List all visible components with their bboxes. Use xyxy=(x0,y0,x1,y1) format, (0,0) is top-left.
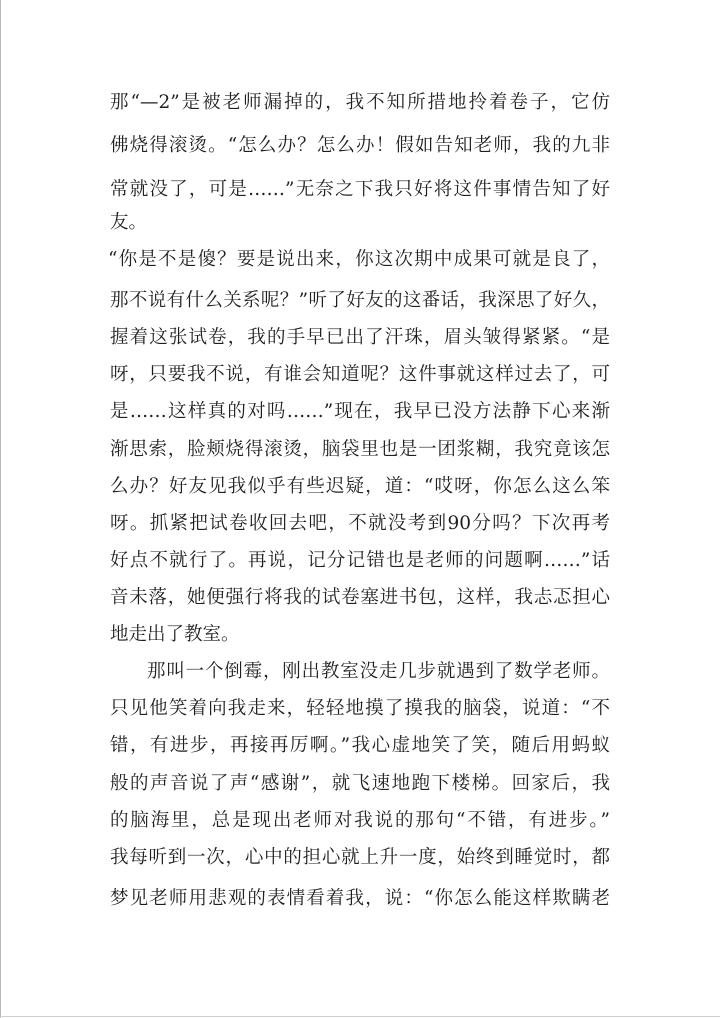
text-line: 那不说有什么关系呢？”听了好友的这番话，我深思了好久， xyxy=(110,290,610,311)
text-line: 我每听到一次，心中的担心就上升一度，始终到睡觉时，都 xyxy=(110,847,610,868)
text-line: 友。 xyxy=(110,212,148,233)
text-line: 梦见老师用悲观的表情看着我，说：“你怎么能这样欺瞒老 xyxy=(110,888,610,909)
text-line: 呀。抓紧把试卷收回去吧，不就没考到90分吗？下次再考 xyxy=(110,513,610,534)
text-line: 的脑海里，总是现出老师对我说的那句“不错，有进步。” xyxy=(110,810,610,831)
text-line: 好点不就行了。再说，记分记错也是老师的问题啊……”话 xyxy=(110,550,610,571)
text-line: 那“—2”是被老师漏掉的，我不知所措地拎着卷子，它仿 xyxy=(110,92,610,113)
text-line: 佛烧得滚烫。“怎么办？怎么办！假如告知老师，我的九非 xyxy=(110,135,610,156)
text-line: 握着这张试卷，我的手早已出了汗珠，眉头皱得紧紧。“是 xyxy=(110,327,610,348)
text-line: 是……这样真的对吗……”现在，我早已没方法静下心来渐 xyxy=(110,401,610,422)
page-bottom-border xyxy=(0,1016,720,1017)
page-left-border xyxy=(0,0,1,1018)
text-line: 常就没了，可是……”无奈之下我只好将这件事情告知了好 xyxy=(110,179,610,200)
text-line: 么办？好友见我似乎有些迟疑，道：“哎呀，你怎么这么笨 xyxy=(110,476,610,497)
text-line: 那叫一个倒霉，刚出教室没走几步就遇到了数学老师。 xyxy=(147,661,610,682)
text-line: 音未落，她便强行将我的试卷塞进书包，这样，我忐忑担心 xyxy=(110,587,610,608)
text-line: 渐思索，脸颊烧得滚烫，脑袋里也是一团浆糊，我究竟该怎 xyxy=(110,439,610,460)
text-line: 只见他笑着向我走来，轻轻地摸了摸我的脑袋，说道：“不 xyxy=(110,698,610,719)
text-line: 呀，只要我不说，有谁会知道呢？这件事就这样过去了，可 xyxy=(110,364,610,385)
text-line: 般的声音说了声“感谢”，就飞速地跑下楼梯。回家后，我 xyxy=(110,773,610,794)
text-line: 地走出了教室。 xyxy=(110,624,240,645)
text-line: 错，有进步，再接再厉啊。”我心虚地笑了笑，随后用蚂蚁 xyxy=(110,735,610,756)
text-line: “你是不是傻？要是说出来，你这次期中成果可就是良了， xyxy=(108,249,610,270)
